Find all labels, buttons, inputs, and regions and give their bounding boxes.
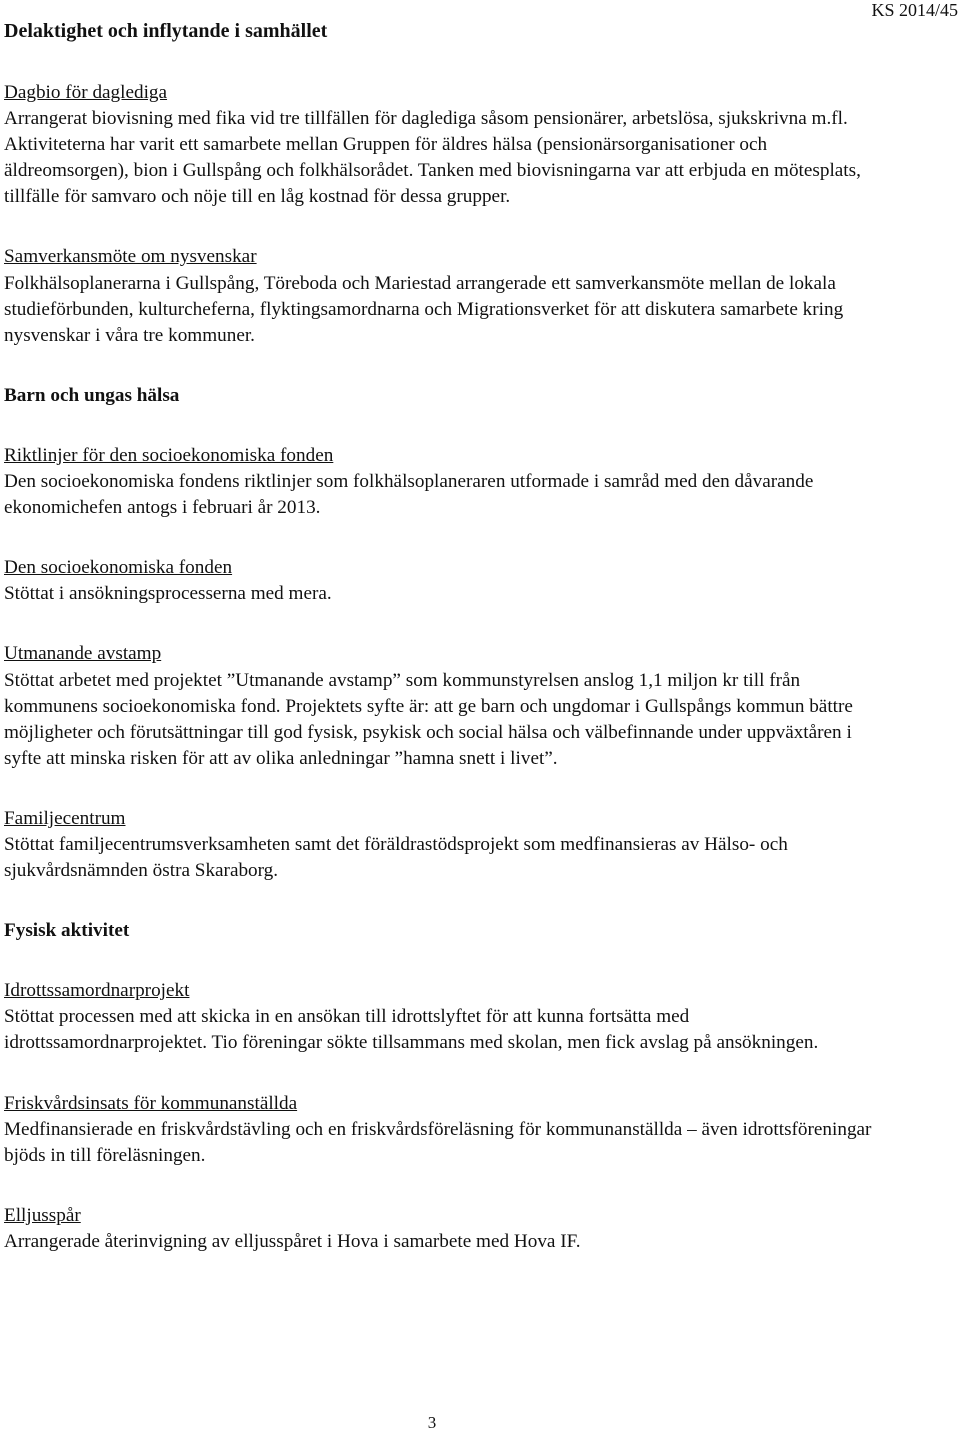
section-samverkansmote [4, 244, 874, 348]
document-body [4, 80, 874, 1255]
subheading-elljusspar: Elljusspår [4, 1204, 81, 1226]
subheading-dagbio: Dagbio för dagledigа [4, 82, 168, 103]
paragraph-samverkansmote: Folkhälsoplanerarna i Gullspång, Töreboda och Mariestad arrangerade ett samverkansmöte mellan de lokala studieförbunden, kulturcheferna, flyktingsamordnarna och Migrationsverket för att diskutera samarbete kring nysvenskar i våra tre kommuner. [4, 272, 844, 346]
document-header-title: Delaktighet och inflytande i samhället [4, 20, 328, 42]
paragraph-utmanande-avstamp: Stöttat arbetet med projektet ”Utmanande avstamp” som kommunstyrelsen anslog 1,1 miljon kr till från kommunens socioekonomiska fond. Projektets syfte är: att ge barn och ungdomar i Gullspångs kommun bättre möjligheter och förutsättningar till god fysisk, psykisk och social hälsa och välbefinnande under uppväxtåren i syfte att minska risken för att av olika anledningar ”hamna snett i livet”. [4, 669, 853, 769]
section-elljusspar [4, 1203, 874, 1255]
paragraph-dagbio: Arrangerat biovisning med fika vid tre tillfällen för dagledigа såsom pensionärer, arbetslösa, sjukskrivna m.fl. Aktiviteterna har varit ett samarbete mellan Gruppen för äldres hälsa (pensionärsorganisationer och äldreomsorgen), bion i Gullspång och folkhälsorådet. Tanken med biovisningarna var att erbjuda en mötesplats, tillfälle för samvaro och nöje till en låg kostnad för dessa grupper. [4, 108, 861, 208]
document-reference: KS 2014/45 [871, 0, 958, 20]
paragraph-familjecentrum: Stöttat familjecentrumsverksamheten samt det föräldrastödsprojekt som medfinansieras av Hälso- och sjukvårdsnämnden östra Skaraborg. [4, 833, 788, 882]
subheading-familjecentrum: Familjecentrum [4, 807, 126, 829]
paragraph-friskvardsinsats: Medfinansierade en friskvårdstävling och en friskvårdsföreläsning för kommunanställda – även idrottsföreningar bjöds in till föreläsningen. [4, 1118, 872, 1166]
page-number: 3 [427, 1413, 437, 1432]
section-friskvardsinsats [4, 1091, 874, 1169]
subheading-utmanande-avstamp: Utmanande avstamp [4, 643, 162, 665]
paragraph-idrottssamordnarprojekt: Stöttat processen med att skicka in en ansökan till idrottslyftet för att kunna fortsätta med idrottssamordnarprojektet. Tio föreningar sökte tillsammans med skolan, men fick avslag på ansökningen. [4, 1006, 819, 1054]
heading-fysisk-aktivitet: Fysisk aktivitet [4, 920, 130, 942]
paragraph-socioekonomiska-fonden: Stöttat i ansökningsprocesserna med mera. [4, 583, 332, 605]
paragraph-elljusspar: Arrangerade återinvigning av elljusspåret i Hova i samarbete med Hova IF. [4, 1230, 581, 1252]
subheading-idrottssamordnarprojekt: Idrottssamordnarprojekt [4, 980, 190, 1002]
subheading-socioekonomiska-fonden: Den socioekonomiska fonden [4, 557, 233, 579]
subheading-riktlinjer: Riktlinjer för den socioekonomiska fonden [4, 444, 334, 466]
heading-barn-och-ungas-halsa: Barn och ungas hälsa [4, 384, 180, 406]
section-utmanande-avstamp [4, 641, 874, 771]
section-idrottssamordnarprojekt [4, 978, 874, 1056]
paragraph-riktlinjer: Den socioekonomiska fondens riktlinjer som folkhälsoplaneraren utformade i samråd med den dåvarande ekonomichefen antogs i februari år 2013. [4, 471, 814, 519]
section-riktlinjer [4, 443, 874, 521]
subheading-samverkansmote: Samverkansmöte om nysvenskar [4, 246, 257, 268]
section-familjecentrum [4, 806, 874, 884]
subheading-friskvardsinsats: Friskvårdsinsats för kommunanställda [4, 1092, 298, 1114]
section-dagbio [4, 80, 874, 210]
section-socioekonomiska-fonden [4, 555, 874, 607]
